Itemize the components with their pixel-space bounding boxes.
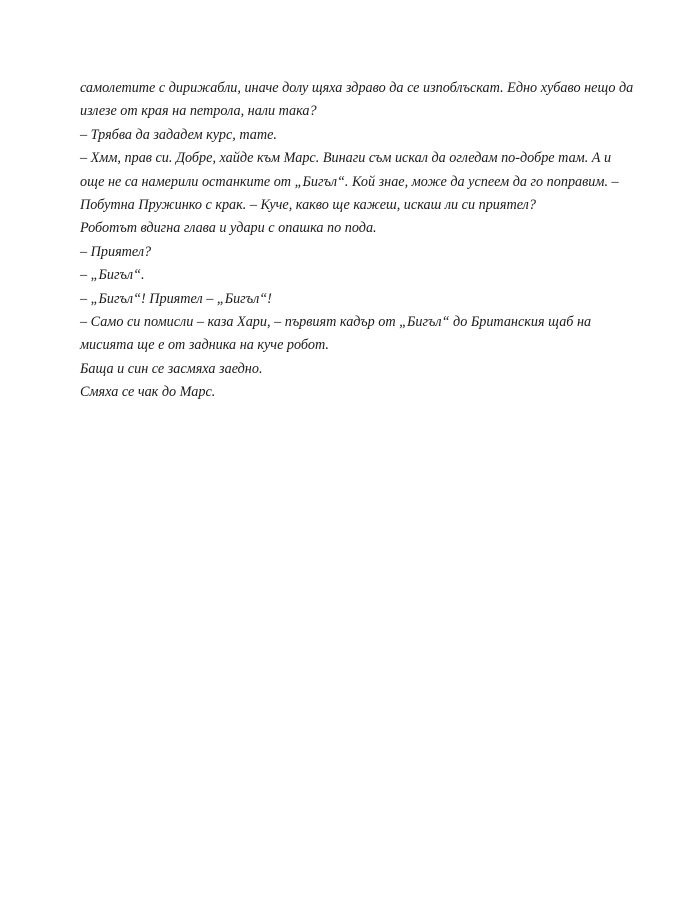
text-line: още не са намерили останките от „Бигъл“. Кой знае, може да успеем да го поправим. –: [80, 173, 619, 190]
body-text: [80, 77, 640, 404]
text-line: – Само си помисли – каза Хари, – първият кадър от „Бигъл“ до Британския щаб на: [80, 313, 592, 330]
text-line: – Приятел?: [80, 243, 152, 260]
text-line: – „Бигъл“.: [80, 267, 145, 284]
text-line: Роботът вдигна глава и удари с опашка по пода.: [80, 220, 377, 237]
text-line: излезе от края на петрола, нали така?: [80, 103, 317, 120]
text-line: – Хмм, прав си. Добре, хайде към Марс. Винаги съм искал да огледам по-добре там. А и: [80, 150, 612, 167]
text-line: Баща и син се засмяха заедно.: [80, 360, 263, 377]
text-line: – Трябва да зададем курс, тате.: [80, 126, 277, 143]
text-line: мисията ще е от задника на куче робот.: [80, 337, 329, 354]
text-line: самолетите с дирижабли, иначе долу щяха здраво да се изпоблъскат. Едно хубаво нещо да: [80, 80, 634, 96]
text-line: – „Бигъл“! Приятел – „Бигъл“!: [80, 290, 272, 307]
text-line: Побутна Пружинко с крак. – Куче, какво ще кажеш, искаш ли си приятел?: [80, 196, 536, 213]
text-line: Смяха се чак до Марс.: [80, 384, 216, 401]
